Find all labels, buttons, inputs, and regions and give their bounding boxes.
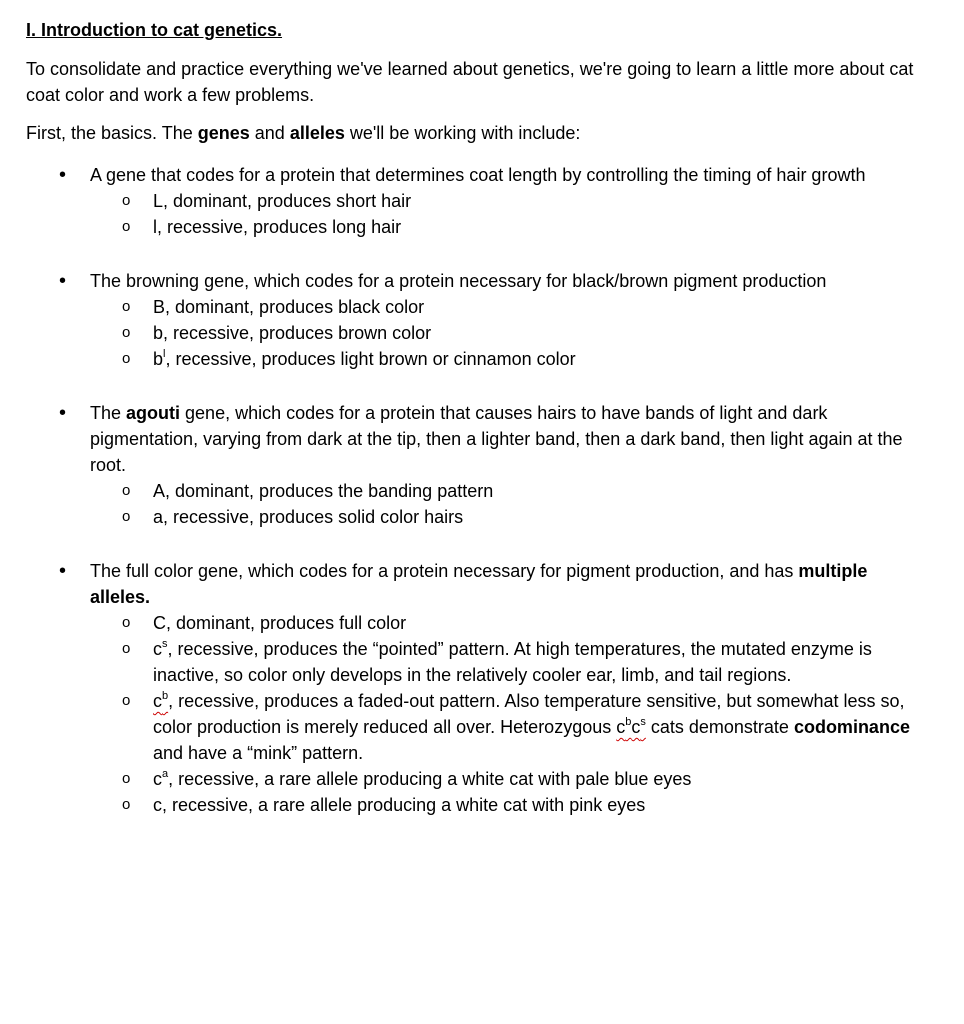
gene-coat-length [26, 162, 926, 240]
document-page [26, 17, 926, 846]
allele-text: l, recessive, produces long hair [153, 217, 402, 237]
bullet: • [59, 164, 67, 186]
bullet: • [59, 560, 67, 582]
allele-text: A, dominant, produces the banding pattern [153, 481, 494, 501]
codominance-term: codominance [793, 717, 910, 737]
allele-item [90, 636, 926, 688]
basics-tail: we'll be working with include: [344, 123, 581, 143]
allele-item [90, 214, 926, 240]
sub-bullet: o [122, 692, 131, 709]
allele-text-2: cats demonstrate [645, 717, 794, 737]
sub-bullet: o [122, 796, 131, 813]
allele-symbol: c [153, 769, 162, 789]
gene-full-color [26, 558, 926, 818]
allele-base: c [153, 691, 162, 711]
gene-desc-post: gene, which codes for a protein that causes hairs to have bands of light and dark pigmentation, varying from dark at the tip, then a lighter band, then a dark band, then light again at the root. [90, 403, 903, 475]
sub-bullet: o [122, 192, 131, 209]
allele-text: , recessive, produces a faded-out pattern. Also temperature sensitive, but somewhat less so, color production is merely reduced all over. Heterozygous [153, 691, 905, 737]
het-sup-1: b [625, 716, 632, 728]
intro-paragraph: To consolidate and practice everything we've learned about genetics, we're going to learn a little more about cat coat color and work a few problems. [26, 59, 914, 105]
sub-bullet: o [122, 218, 131, 235]
basics-lead: First, the basics. The [26, 123, 198, 143]
allele-symbol: b [153, 349, 164, 369]
sub-bullet: o [122, 350, 131, 367]
gene-desc-pre: The full color gene, which codes for a protein necessary for pigment production, and has [90, 561, 799, 581]
allele-text: L, dominant, produces short hair [153, 191, 412, 211]
allele-item [90, 478, 926, 504]
bullet: • [59, 270, 67, 292]
het-base-1: c [616, 717, 626, 737]
allele-list [90, 294, 926, 372]
allele-superscript: b [162, 690, 169, 702]
allele-item [90, 504, 926, 530]
allele-item [90, 610, 926, 636]
allele-symbol [153, 691, 168, 711]
allele-text: , recessive, a rare allele producing a white cat with pale blue eyes [168, 769, 692, 789]
sub-bullet: o [122, 298, 131, 315]
allele-list [90, 478, 926, 530]
het-base-2: c [631, 717, 641, 737]
allele-text: B, dominant, produces black color [153, 297, 425, 317]
allele-item [90, 188, 926, 214]
allele-text: , recessive, produces the “pointed” pattern. At high temperatures, the mutated enzyme is inactive, so color only develops in the relatively cooler ear, limb, and tail regions. [153, 639, 872, 685]
section-heading: I. Introduction to cat genetics. [26, 20, 283, 40]
gene-description: The browning gene, which codes for a protein necessary for black/brown pigment production [90, 271, 827, 291]
allele-text: , recessive, produces light brown or cinnamon color [165, 349, 576, 369]
gene-description: A gene that codes for a protein that determines coat length by controlling the timing of hair growth [90, 165, 866, 185]
gene-desc-pre: The [90, 403, 127, 423]
basics-genes: genes [197, 123, 250, 143]
heterozygous-genotype [616, 717, 646, 737]
bullet: • [59, 402, 67, 424]
gene-desc-bold: multiple alleles. [90, 561, 868, 607]
allele-item [90, 346, 926, 372]
allele-text: C, dominant, produces full color [153, 613, 407, 633]
allele-item [90, 766, 926, 792]
basics-paragraph [26, 120, 926, 146]
sub-bullet: o [122, 614, 131, 631]
allele-text: a, recessive, produces solid color hairs [153, 507, 464, 527]
allele-item [90, 688, 926, 766]
gene-description [90, 400, 926, 478]
allele-list [90, 610, 926, 818]
sub-bullet: o [122, 640, 131, 657]
allele-superscript: l [163, 348, 166, 360]
allele-symbol: c [153, 639, 162, 659]
gene-desc-bold: agouti [126, 403, 181, 423]
het-sup-2: s [640, 716, 646, 728]
allele-text: c, recessive, a rare allele producing a white cat with pink eyes [153, 795, 646, 815]
allele-superscript: s [162, 638, 168, 650]
gene-browning [26, 268, 926, 372]
allele-text: b, recessive, produces brown color [153, 323, 432, 343]
gene-agouti [26, 400, 926, 530]
allele-item [90, 320, 926, 346]
basics-alleles: alleles [289, 123, 345, 143]
allele-text-3: and have a “mink” pattern. [153, 743, 364, 763]
allele-list [90, 188, 926, 240]
allele-item [90, 792, 926, 818]
sub-bullet: o [122, 324, 131, 341]
sub-bullet: o [122, 508, 131, 525]
basics-and: and [249, 123, 290, 143]
sub-bullet: o [122, 482, 131, 499]
gene-description [90, 558, 926, 610]
sub-bullet: o [122, 770, 131, 787]
allele-superscript: a [162, 768, 169, 780]
allele-item [90, 294, 926, 320]
